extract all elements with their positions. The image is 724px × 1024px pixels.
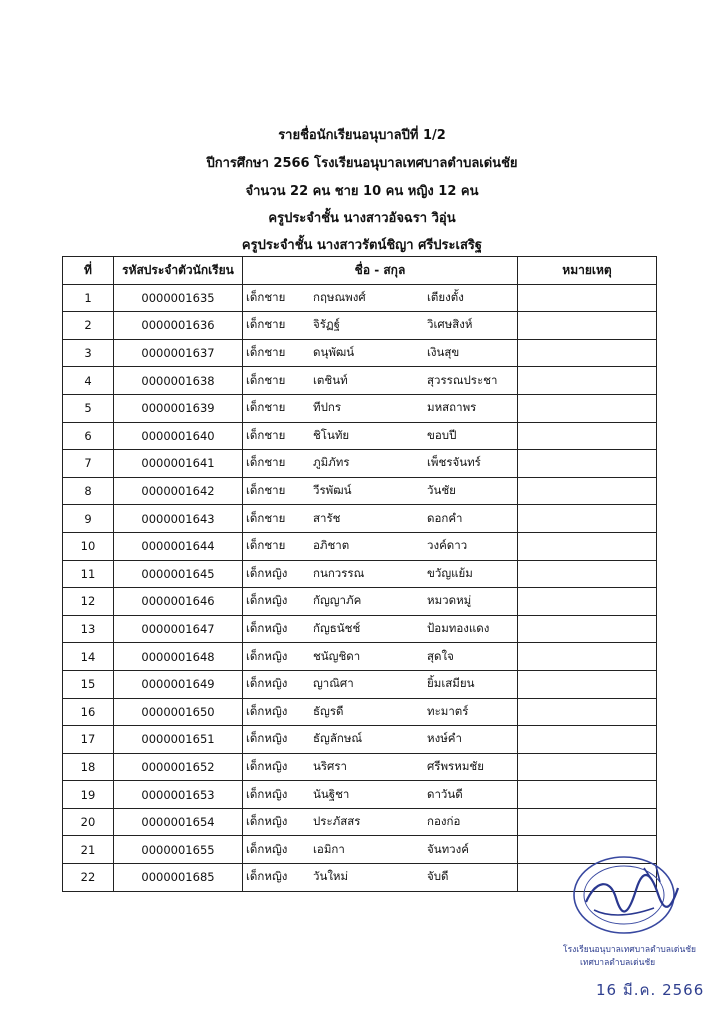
- table-row: [63, 284, 657, 312]
- student-name-cell: [243, 698, 518, 726]
- remarks-cell: [518, 808, 657, 836]
- table-row: [63, 781, 657, 809]
- remarks-cell: [518, 588, 657, 616]
- table-row: [63, 726, 657, 754]
- table-row: [63, 615, 657, 643]
- student-id: 0000001639: [114, 394, 243, 422]
- table-row: [63, 753, 657, 781]
- row-number: 11: [63, 560, 114, 588]
- row-number: 15: [63, 670, 114, 698]
- student-roster-table: [62, 256, 657, 892]
- name-prefix: เด็กหญิง: [246, 593, 288, 608]
- last-name: ขอบปี: [427, 427, 457, 442]
- table-row: [63, 339, 657, 367]
- name-prefix: เด็กหญิง: [246, 648, 288, 663]
- last-name: วิเศษสิงห์: [427, 317, 473, 332]
- row-number: 19: [63, 781, 114, 809]
- last-name: เพ็ชรจันทร์: [427, 455, 481, 470]
- student-id: 0000001642: [114, 477, 243, 505]
- name-prefix: เด็กชาย: [246, 345, 286, 360]
- last-name: หงษ์คำ: [427, 731, 462, 746]
- last-name: หมวดหมู่: [427, 593, 472, 608]
- remarks-cell: [518, 505, 657, 533]
- row-number: 5: [63, 394, 114, 422]
- row-number: 9: [63, 505, 114, 533]
- first-name: นันฐิชา: [313, 786, 350, 801]
- table-row: [63, 532, 657, 560]
- row-number: 13: [63, 615, 114, 643]
- first-name: ธัญรดี: [313, 703, 344, 718]
- row-number: 8: [63, 477, 114, 505]
- student-id: 0000001685: [114, 864, 243, 892]
- last-name: กองก่อ: [427, 814, 461, 829]
- header-student-id: รหัสประจำตัวนักเรียน: [114, 257, 243, 285]
- first-name: จิรัฏฐ์: [313, 317, 340, 332]
- row-number: 14: [63, 643, 114, 671]
- name-prefix: เด็กชาย: [246, 317, 286, 332]
- table-row: [63, 505, 657, 533]
- remarks-cell: [518, 615, 657, 643]
- remarks-cell: [518, 781, 657, 809]
- student-id: 0000001653: [114, 781, 243, 809]
- student-name-cell: [243, 450, 518, 478]
- table-header-row: [63, 257, 657, 285]
- last-name: สุวรรณประชา: [427, 372, 498, 387]
- student-id: 0000001640: [114, 422, 243, 450]
- last-name: วงค์ดาว: [427, 538, 468, 553]
- student-id: 0000001647: [114, 615, 243, 643]
- student-name-cell: [243, 284, 518, 312]
- table-row: [63, 643, 657, 671]
- remarks-cell: [518, 312, 657, 340]
- table-row: [63, 450, 657, 478]
- first-name: กัญธนัชช์: [313, 621, 361, 636]
- homeroom-teacher-2: ครูประจำชั้น นางสาวรัตน์ชิญา ศรีประเสริฐ: [241, 238, 483, 253]
- student-id: 0000001638: [114, 367, 243, 395]
- row-number: 12: [63, 588, 114, 616]
- last-name: มหสถาพร: [427, 400, 477, 415]
- row-number: 20: [63, 808, 114, 836]
- name-prefix: เด็กหญิง: [246, 758, 288, 773]
- student-id: 0000001654: [114, 808, 243, 836]
- last-name: ทะมาตร์: [427, 703, 469, 718]
- row-number: 17: [63, 726, 114, 754]
- last-name: จับดี: [427, 869, 449, 884]
- student-name-cell: [243, 312, 518, 340]
- last-name: ดาวันดี: [427, 786, 463, 801]
- student-name-cell: [243, 394, 518, 422]
- remarks-cell: [518, 643, 657, 671]
- header-no: ที่: [63, 257, 114, 285]
- row-number: 16: [63, 698, 114, 726]
- row-number: 18: [63, 753, 114, 781]
- document-title: รายชื่อนักเรียนอนุบาลปีที่ 1/2: [278, 128, 446, 143]
- name-prefix: เด็กชาย: [246, 538, 286, 553]
- name-prefix: เด็กหญิง: [246, 565, 288, 580]
- name-prefix: เด็กหญิง: [246, 703, 288, 718]
- header-full-name: ชื่อ - สกุล: [243, 257, 518, 285]
- student-id: 0000001651: [114, 726, 243, 754]
- name-prefix: เด็กหญิง: [246, 676, 288, 691]
- header-remarks: หมายเหตุ: [518, 257, 657, 285]
- student-id: 0000001635: [114, 284, 243, 312]
- table-row: [63, 422, 657, 450]
- first-name: นริศรา: [313, 758, 347, 773]
- student-name-cell: [243, 339, 518, 367]
- name-prefix: เด็กชาย: [246, 455, 286, 470]
- academic-year-school: ปีการศึกษา 2566 โรงเรียนอนุบาลเทศบาลตำบลเด่นชัย: [206, 156, 518, 171]
- student-name-cell: [243, 477, 518, 505]
- table-row: [63, 588, 657, 616]
- name-prefix: เด็กชาย: [246, 427, 286, 442]
- table-row: [63, 698, 657, 726]
- student-name-cell: [243, 753, 518, 781]
- first-name: ภูมิภัทร: [313, 455, 350, 470]
- first-name: กฤษณพงศ์: [313, 289, 366, 304]
- row-number: 10: [63, 532, 114, 560]
- table-row: [63, 367, 657, 395]
- name-prefix: เด็กชาย: [246, 483, 286, 498]
- student-id: 0000001637: [114, 339, 243, 367]
- last-name: ดอกคำ: [427, 510, 463, 525]
- homeroom-teacher-1: ครูประจำชั้น นางสาวอัจฉรา วิอุ่น: [268, 211, 456, 226]
- last-name: ยิ้มเสมียน: [427, 676, 475, 691]
- name-prefix: เด็กหญิง: [246, 786, 288, 801]
- student-name-cell: [243, 781, 518, 809]
- name-prefix: เด็กหญิง: [246, 869, 288, 884]
- last-name: จันทวงค์: [427, 841, 469, 856]
- student-id: 0000001643: [114, 505, 243, 533]
- row-number: 4: [63, 367, 114, 395]
- name-prefix: เด็กหญิง: [246, 814, 288, 829]
- name-prefix: เด็กหญิง: [246, 731, 288, 746]
- first-name: กัญญาภัค: [313, 593, 362, 608]
- row-number: 7: [63, 450, 114, 478]
- student-id: 0000001650: [114, 698, 243, 726]
- first-name: ประภัสสร: [313, 814, 361, 829]
- first-name: วันใหม่: [313, 869, 349, 884]
- row-number: 6: [63, 422, 114, 450]
- first-name: เตชินท์: [313, 372, 348, 387]
- last-name: เงินสุข: [427, 345, 460, 360]
- table-row: [63, 808, 657, 836]
- student-id: 0000001646: [114, 588, 243, 616]
- name-prefix: เด็กหญิง: [246, 841, 288, 856]
- student-id: 0000001644: [114, 532, 243, 560]
- student-name-cell: [243, 367, 518, 395]
- last-name: เตียงตั้ง: [427, 289, 464, 304]
- row-number: 1: [63, 284, 114, 312]
- last-name: สุดใจ: [427, 648, 454, 663]
- student-name-cell: [243, 532, 518, 560]
- student-name-cell: [243, 836, 518, 864]
- first-name: วีรพัฒน์: [313, 483, 352, 498]
- last-name: ป้อมทองแดง: [427, 621, 490, 636]
- remarks-cell: [518, 450, 657, 478]
- last-name: ศรีพรหมชัย: [427, 758, 484, 773]
- remarks-cell: [518, 477, 657, 505]
- student-name-cell: [243, 505, 518, 533]
- name-prefix: เด็กหญิง: [246, 621, 288, 636]
- student-name-cell: [243, 588, 518, 616]
- remarks-cell: [518, 698, 657, 726]
- student-name-cell: [243, 643, 518, 671]
- student-id: 0000001641: [114, 450, 243, 478]
- student-id: 0000001636: [114, 312, 243, 340]
- table-row: [63, 477, 657, 505]
- first-name: อภิชาต: [313, 538, 350, 553]
- remarks-cell: [518, 422, 657, 450]
- name-prefix: เด็กชาย: [246, 400, 286, 415]
- row-number: 3: [63, 339, 114, 367]
- student-count: จำนวน 22 คน ชาย 10 คน หญิง 12 คน: [245, 184, 479, 199]
- remarks-cell: [518, 560, 657, 588]
- remarks-cell: [518, 753, 657, 781]
- last-name: วันชัย: [427, 483, 456, 498]
- remarks-cell: [518, 670, 657, 698]
- remarks-cell: [518, 339, 657, 367]
- first-name: สารัช: [313, 510, 341, 525]
- student-name-cell: [243, 808, 518, 836]
- remarks-cell: [518, 726, 657, 754]
- first-name: ชิโนทัย: [313, 427, 350, 442]
- table-row: [63, 312, 657, 340]
- name-prefix: เด็กชาย: [246, 510, 286, 525]
- student-name-cell: [243, 615, 518, 643]
- last-name: ขวัญแย้ม: [427, 565, 473, 580]
- student-name-cell: [243, 422, 518, 450]
- first-name: ธัญลักษณ์: [313, 731, 363, 746]
- student-id: 0000001648: [114, 643, 243, 671]
- table-row: [63, 394, 657, 422]
- student-name-cell: [243, 670, 518, 698]
- table-row: [63, 560, 657, 588]
- remarks-cell: [518, 532, 657, 560]
- first-name: ทีปกร: [313, 400, 342, 415]
- first-name: เอมิกา: [313, 841, 345, 856]
- student-name-cell: [243, 560, 518, 588]
- row-number: 21: [63, 836, 114, 864]
- row-number: 2: [63, 312, 114, 340]
- student-id: 0000001649: [114, 670, 243, 698]
- remarks-cell: [518, 394, 657, 422]
- student-id: 0000001645: [114, 560, 243, 588]
- stamp-municipality: เทศบาลตำบลเด่นชัย: [580, 958, 656, 968]
- official-seal-signature: [566, 850, 686, 940]
- stamp-school-name: โรงเรียนอนุบาลเทศบาลตำบลเด่นชัย: [563, 945, 696, 955]
- table-row: [63, 670, 657, 698]
- first-name: ญาณิศา: [313, 676, 354, 691]
- remarks-cell: [518, 284, 657, 312]
- first-name: ชนัญชิดา: [313, 648, 361, 663]
- first-name: ดนุพัฒน์: [313, 345, 355, 360]
- first-name: กนกวรรณ: [313, 565, 365, 580]
- student-name-cell: [243, 726, 518, 754]
- name-prefix: เด็กชาย: [246, 289, 286, 304]
- student-id: 0000001655: [114, 836, 243, 864]
- student-name-cell: [243, 864, 518, 892]
- row-number: 22: [63, 864, 114, 892]
- remarks-cell: [518, 367, 657, 395]
- student-id: 0000001652: [114, 753, 243, 781]
- date-stamp: 16 มี.ค. 2566: [596, 981, 705, 999]
- name-prefix: เด็กชาย: [246, 372, 286, 387]
